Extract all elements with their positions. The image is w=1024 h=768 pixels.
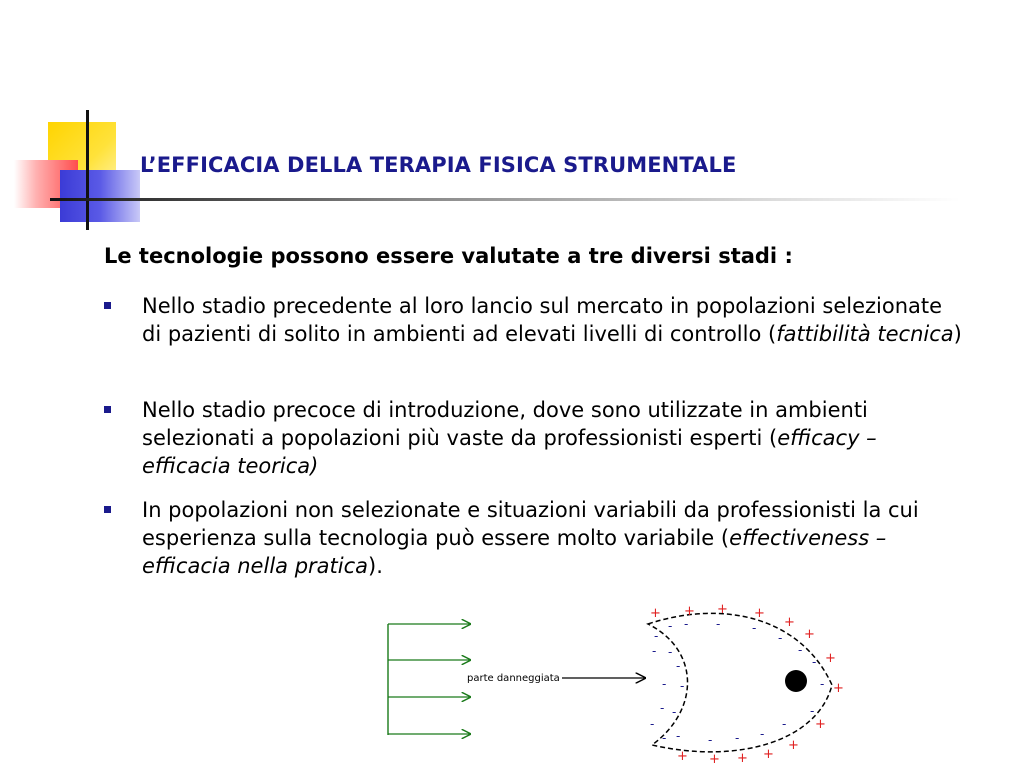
plus-sign: +	[650, 606, 661, 621]
minus-sign: -	[778, 631, 783, 645]
minus-sign: -	[708, 733, 713, 747]
negative-charges	[650, 617, 824, 747]
minus-sign: -	[760, 727, 765, 741]
bullet-text	[142, 496, 964, 580]
minus-sign: -	[735, 731, 740, 745]
bullet-marker	[104, 406, 111, 413]
plus-sign: +	[677, 749, 688, 764]
bullet-text-pre: In popolazioni non selezionate e situazioni variabili da professionisti la cui esperienza sulla tecnologia può essere molto variabile (	[142, 498, 919, 550]
plus-sign: +	[788, 738, 799, 753]
minus-sign: -	[676, 729, 681, 743]
bullet-text-italic: effectiveness – efficacia nella pratica	[142, 526, 887, 578]
bullet-item	[104, 496, 964, 580]
logo-vertical-line	[86, 110, 89, 230]
plus-sign: +	[825, 651, 836, 666]
bullet-text-italic: fattibilità tecnica	[776, 322, 954, 346]
minus-sign: -	[672, 705, 677, 719]
bullet-text-post: ).	[368, 554, 383, 578]
bullet-text-pre: Nello stadio precedente al loro lancio sul mercato in popolazioni selezionate di pazienti di solito in ambienti ad elevati livelli di controllo (	[142, 294, 943, 346]
bullet-text-post: )	[953, 322, 962, 346]
minus-sign: -	[650, 717, 655, 731]
minus-sign: -	[676, 659, 681, 673]
bullet-text	[142, 396, 964, 480]
bullet-marker	[104, 506, 111, 513]
minus-sign: -	[654, 629, 659, 643]
bullet-text	[142, 292, 964, 348]
title-underline	[50, 198, 960, 201]
minus-sign: -	[680, 679, 685, 693]
bullet-item	[104, 396, 964, 480]
plus-sign: +	[754, 606, 765, 621]
minus-sign: -	[798, 643, 803, 657]
damaged-part-label: parte danneggiata	[467, 673, 560, 684]
minus-sign: -	[752, 621, 757, 635]
minus-sign: -	[820, 677, 825, 691]
bullet-text-pre: Nello stadio precoce di introduzione, dove sono utilizzate in ambienti selezionati a popolazioni più vaste da professionisti esperti (	[142, 398, 868, 450]
plus-sign: +	[815, 717, 826, 732]
slide-title: L’EFFICACIA DELLA TERAPIA FISICA STRUMENTALE	[140, 153, 737, 177]
bullet-item	[104, 292, 964, 348]
green-arrows	[388, 624, 470, 735]
plus-sign: +	[737, 751, 748, 766]
cell-outline	[648, 613, 832, 751]
minus-sign: -	[662, 677, 667, 691]
minus-sign: -	[660, 701, 665, 715]
bullet-marker	[104, 302, 111, 309]
intro-text: Le tecnologie possono essere valutate a tre diversi stadi :	[104, 244, 793, 268]
logo-blue-square	[60, 170, 140, 222]
plus-sign: +	[804, 627, 815, 642]
minus-sign: -	[810, 704, 815, 718]
minus-sign: -	[716, 617, 721, 631]
plus-sign: +	[717, 602, 728, 617]
minus-sign: -	[652, 644, 657, 658]
plus-sign: +	[684, 604, 695, 619]
minus-sign: -	[782, 717, 787, 731]
plus-sign: +	[709, 752, 720, 767]
minus-sign: -	[668, 619, 673, 633]
nucleus	[785, 670, 807, 692]
plus-sign: +	[763, 747, 774, 762]
minus-sign: -	[812, 655, 817, 669]
plus-sign: +	[784, 615, 795, 630]
bullet-text-italic: efficacy – efficacia teorica)	[142, 426, 877, 478]
minus-sign: -	[684, 617, 689, 631]
minus-sign: -	[662, 731, 667, 745]
plus-sign: +	[833, 681, 844, 696]
minus-sign: -	[668, 645, 673, 659]
positive-charges	[650, 602, 844, 767]
